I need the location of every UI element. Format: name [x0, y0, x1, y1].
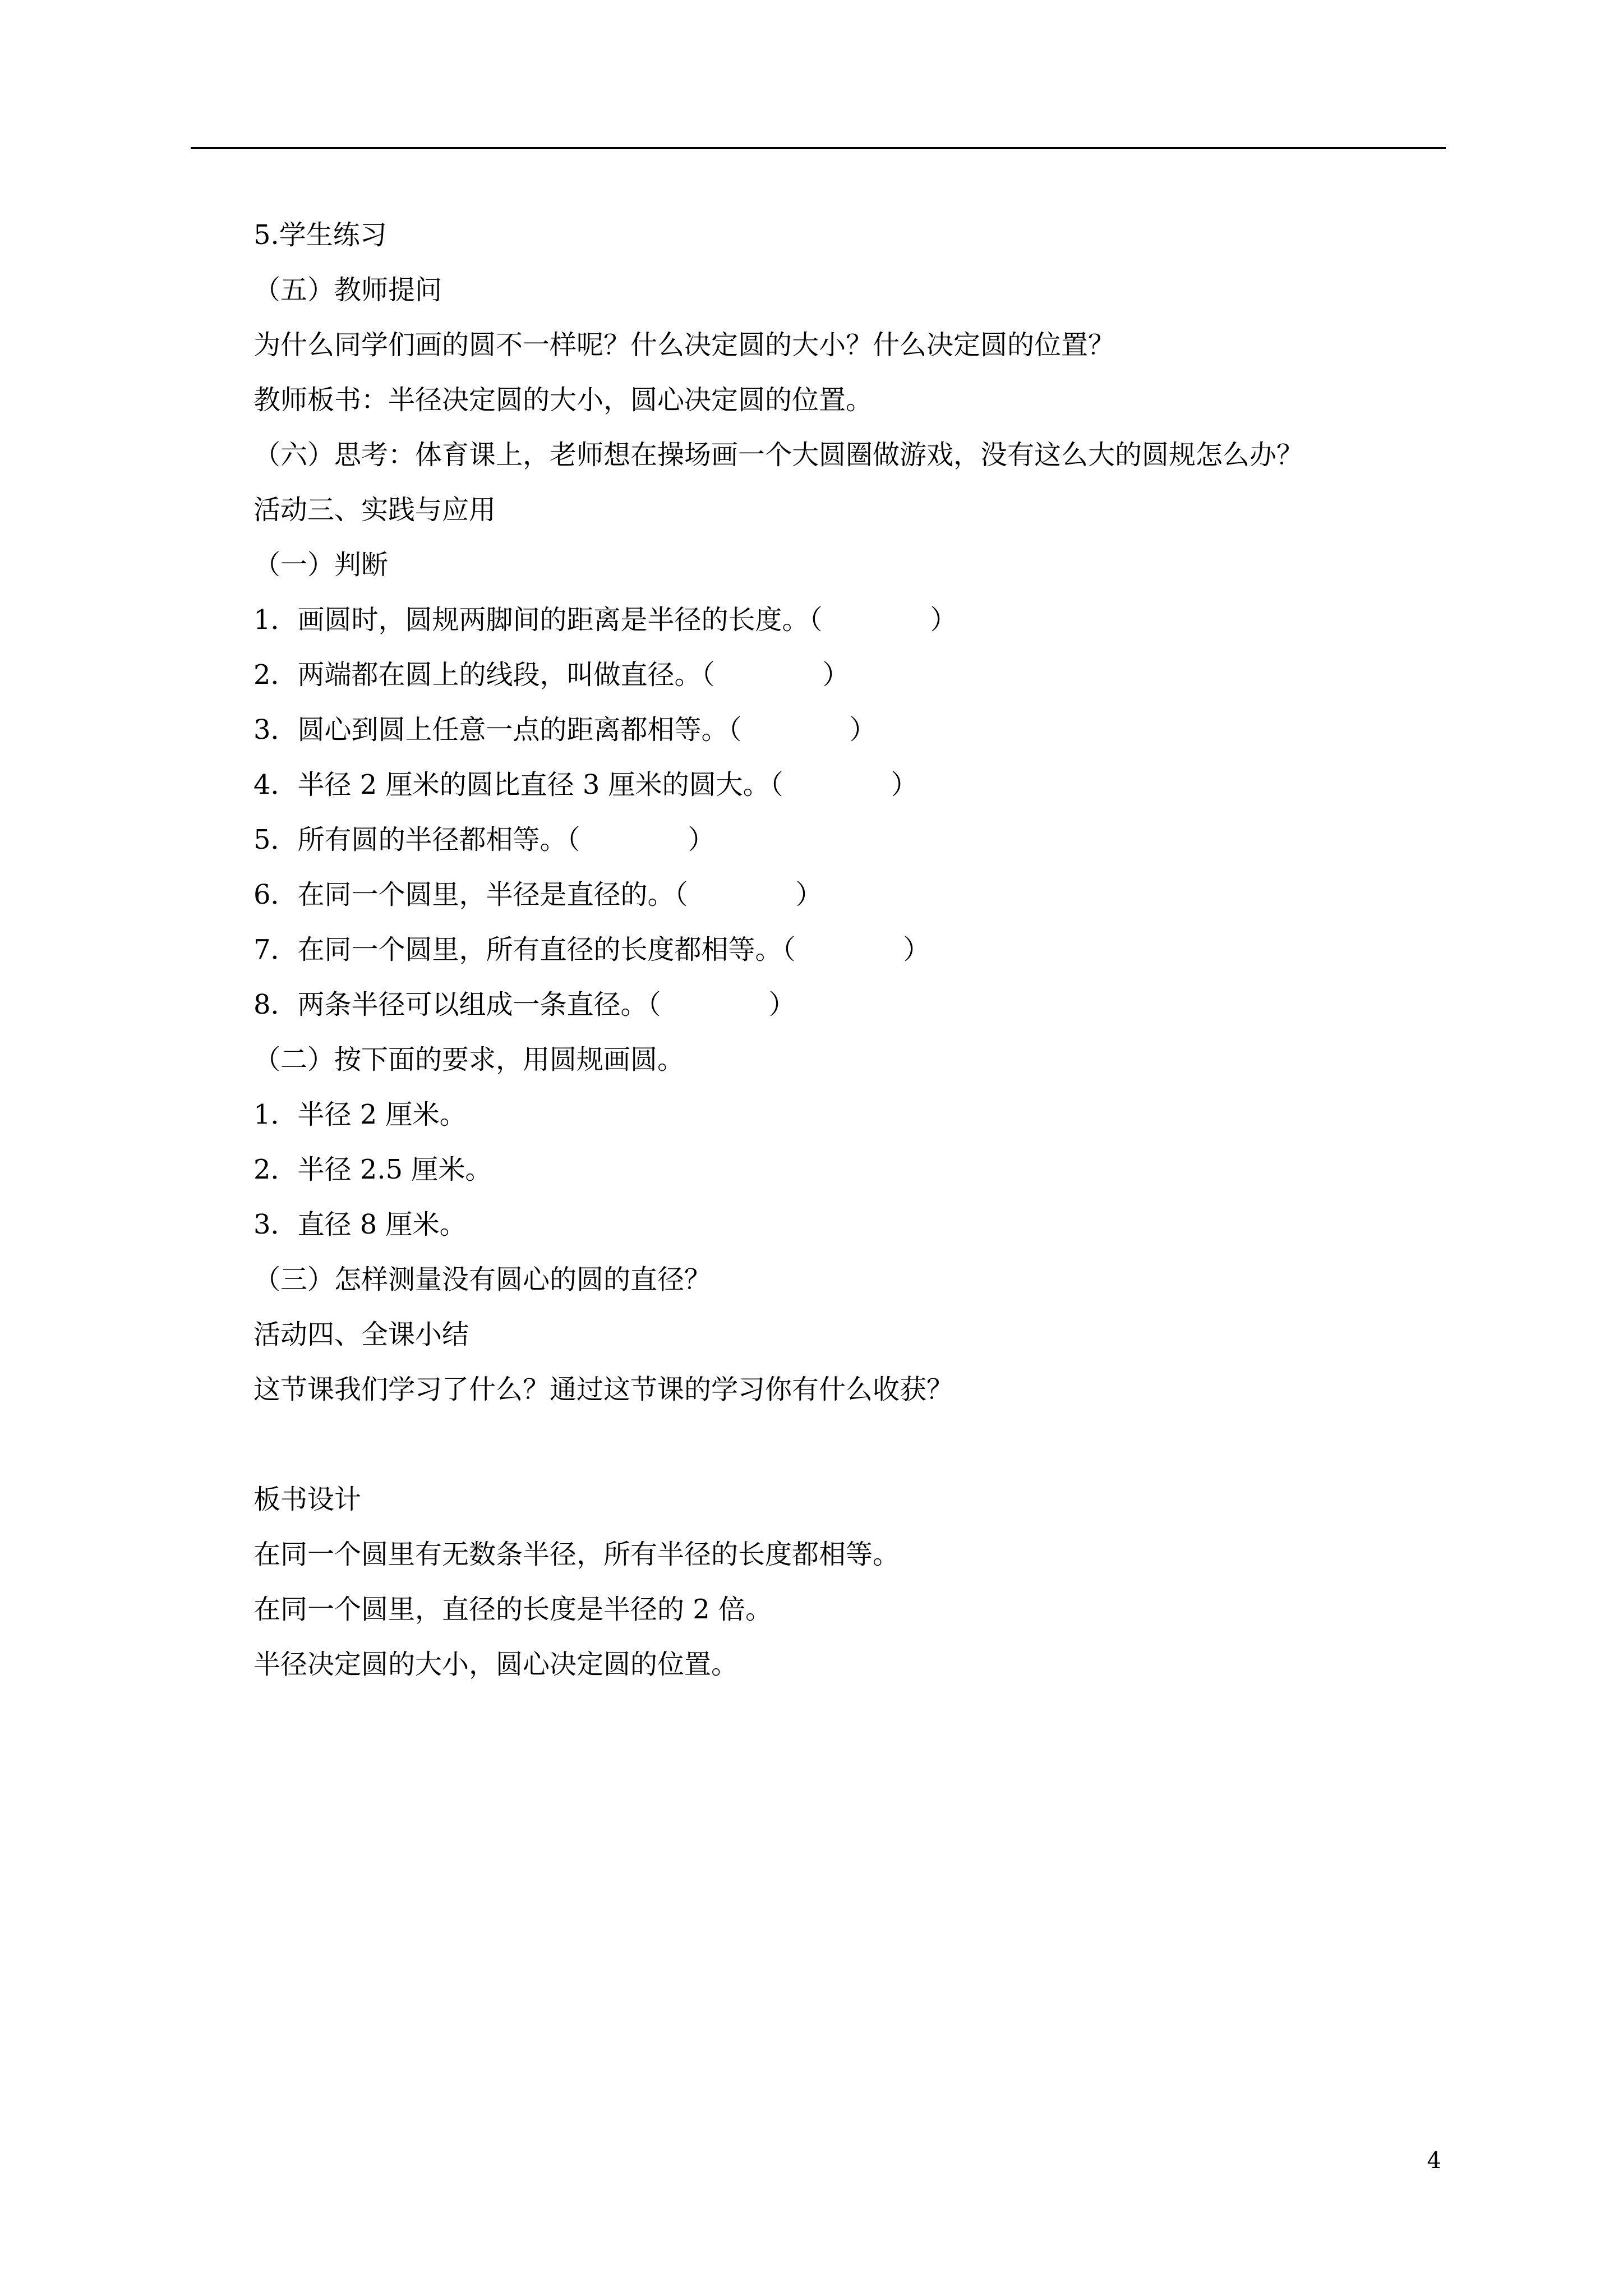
section-line: 教师板书：半径决定圆的大小，圆心决定圆的位置。 — [253, 384, 873, 416]
judgment-item: 6．在同一个圆里，半径是直径的。（ ） — [253, 879, 823, 910]
section-line: 这节课我们学习了什么？通过这节课的学习你有什么收获？ — [253, 1374, 954, 1405]
section-line: （六）思考：体育课上，老师想在操场画一个大圆圈做游戏，没有这么大的圆规怎么办？ — [253, 439, 1304, 471]
judgment-item: 3．圆心到圆上任意一点的距离都相等。（ ） — [253, 714, 877, 746]
section-line: 活动三、实践与应用 — [253, 494, 496, 526]
board-design-line: 在同一个圆里，直径的长度是半径的 2 倍。 — [253, 1594, 773, 1625]
board-design-heading: 板书设计 — [253, 1484, 362, 1515]
judgment-item: 4．半径 2 厘米的圆比直径 3 厘米的圆大。（ ） — [253, 769, 918, 800]
drawing-task: 2．半径 2.5 厘米。 — [253, 1154, 492, 1185]
header-rule — [191, 147, 1446, 149]
document-body — [253, 208, 1442, 1692]
section-line: （三）怎样测量没有圆心的圆的直径？ — [253, 1264, 712, 1295]
judgment-item: 7．在同一个圆里，所有直径的长度都相等。（ ） — [253, 934, 930, 965]
page-number: 4 — [1427, 2148, 1441, 2174]
judgment-item: 8．两条半径可以组成一条直径。（ ） — [253, 989, 796, 1020]
drawing-task: 1．半径 2 厘米。 — [253, 1099, 467, 1130]
section-line: （五）教师提问 — [253, 274, 442, 306]
judgment-item: 1．画圆时，圆规两脚间的距离是半径的长度。（ ） — [253, 604, 957, 636]
section-line: 5.学生练习 — [253, 219, 387, 251]
board-design-line: 半径决定圆的大小，圆心决定圆的位置。 — [253, 1649, 739, 1680]
judgment-item: 5．所有圆的半径都相等。（ ） — [253, 824, 715, 855]
board-design-line: 在同一个圆里有无数条半径，所有半径的长度都相等。 — [253, 1539, 900, 1570]
section-line: 活动四、全课小结 — [253, 1319, 469, 1350]
section-line: （二）按下面的要求，用圆规画圆。 — [253, 1044, 685, 1075]
judgment-item: 2．两端都在圆上的线段，叫做直径。（ ） — [253, 659, 850, 691]
section-line: （一）判断 — [253, 549, 389, 581]
section-line: 为什么同学们画的圆不一样呢？什么决定圆的大小？什么决定圆的位置？ — [253, 329, 1115, 361]
drawing-task: 3．直径 8 厘米。 — [253, 1209, 467, 1240]
